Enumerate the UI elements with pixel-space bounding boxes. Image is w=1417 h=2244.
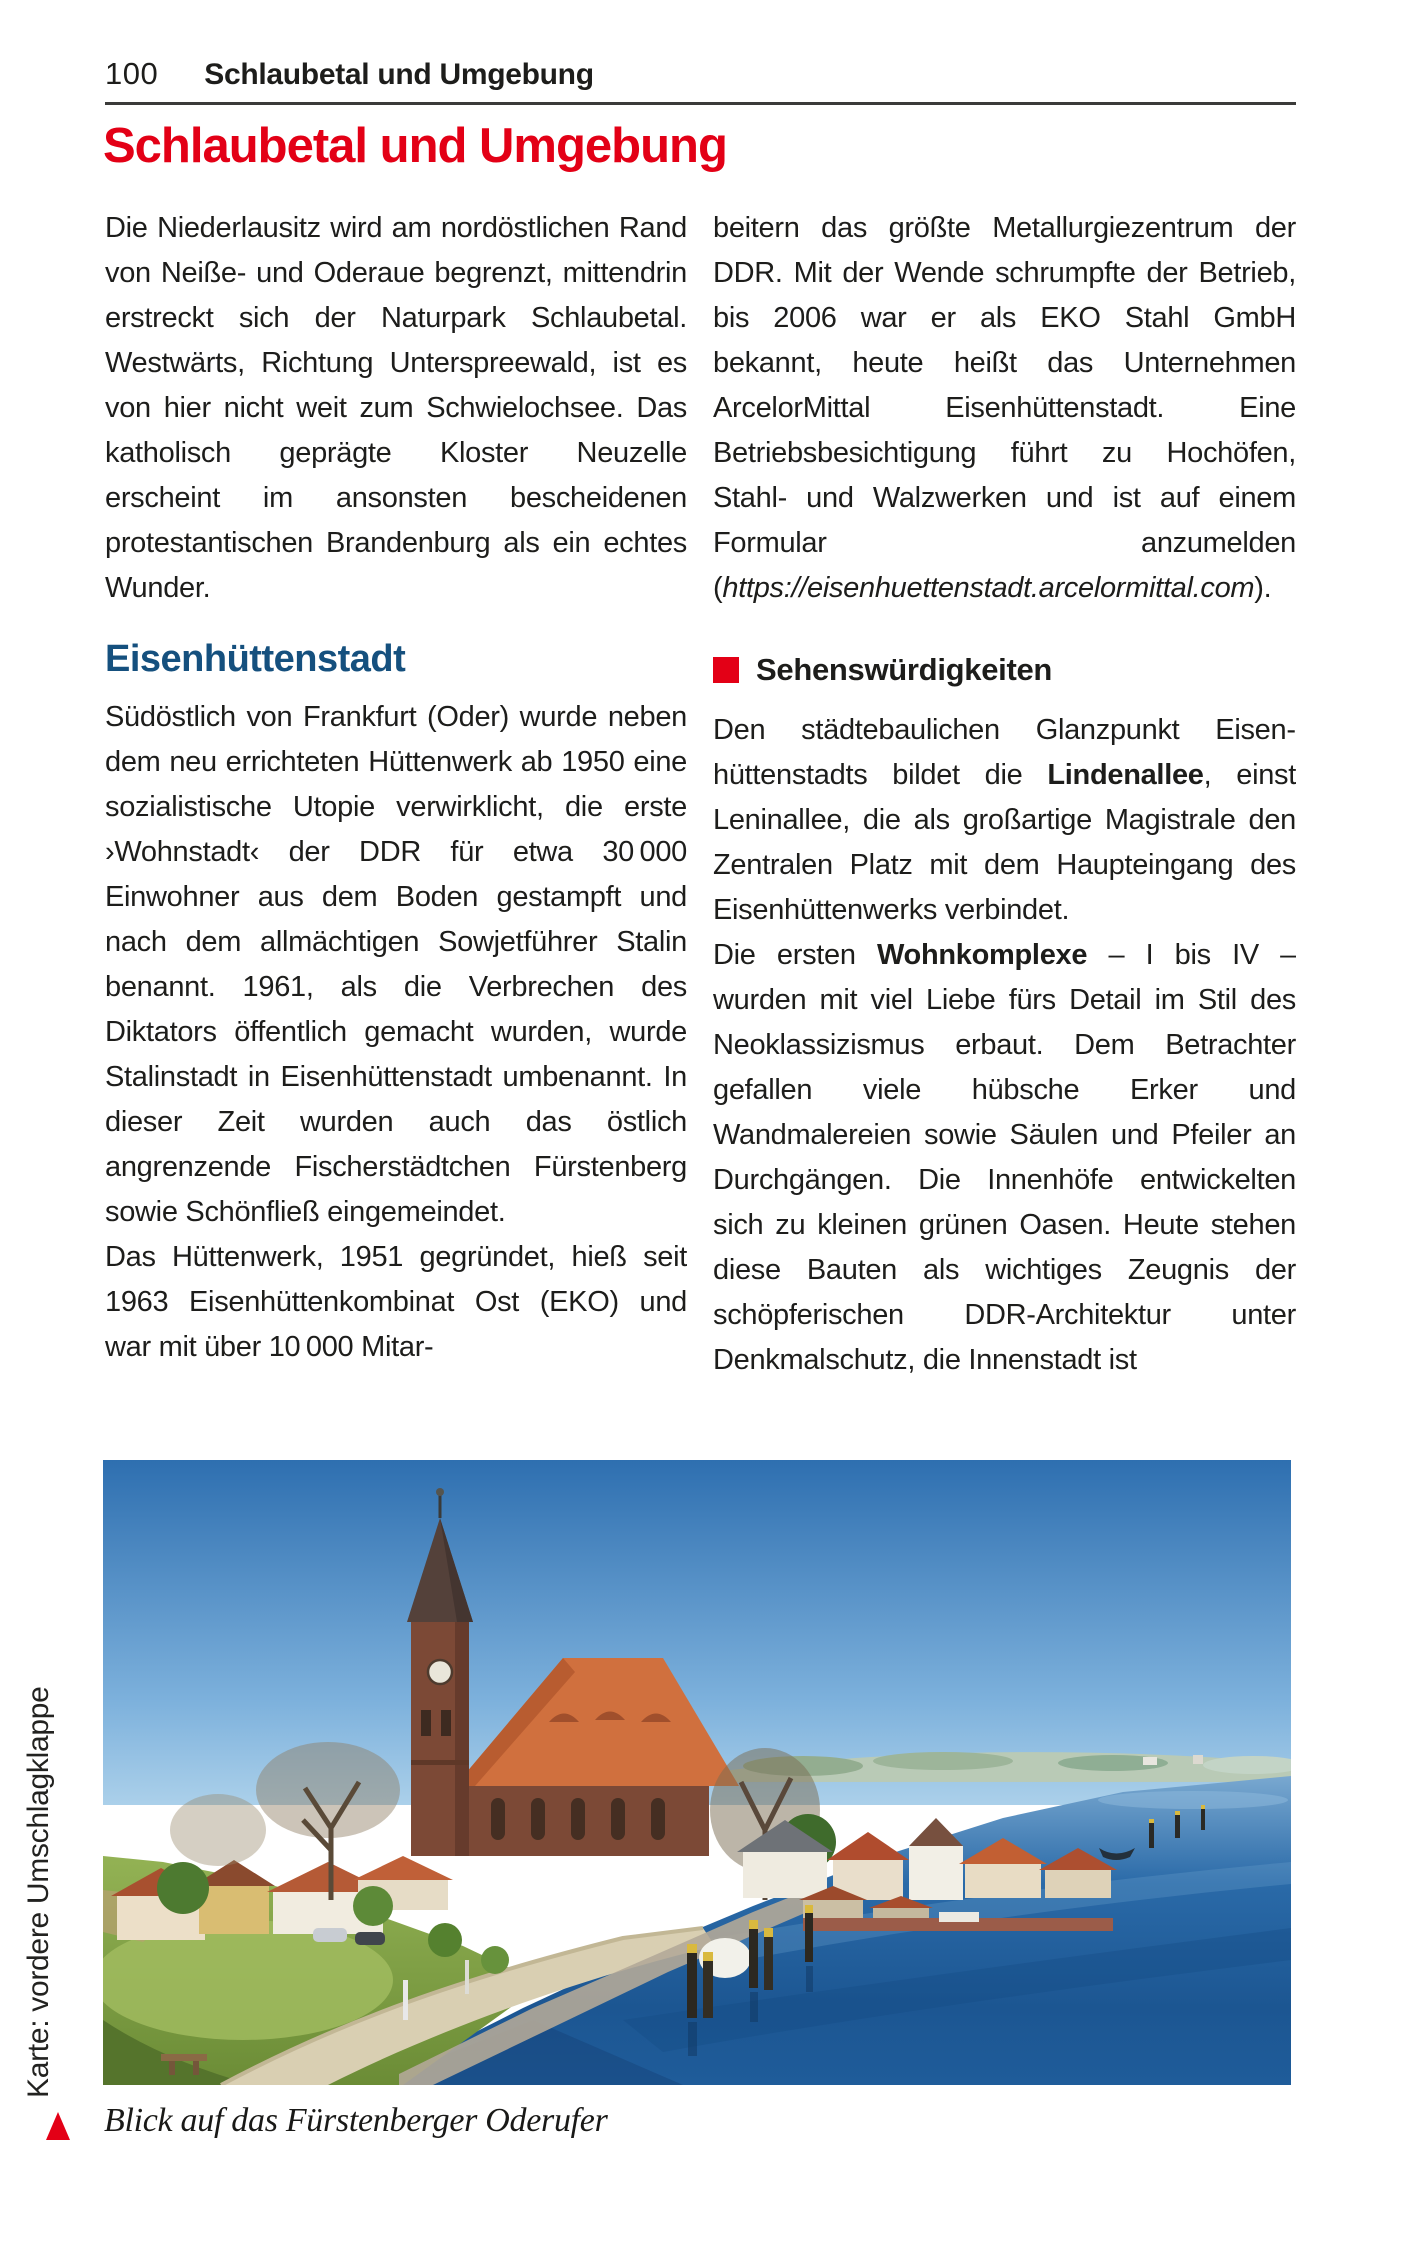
text-run: , einst Leninallee, die als großartige Magistrale den Zentralen Platz mit dem Haupteingang des Eisenhüttenwerks verbindet. xyxy=(713,759,1296,926)
text-run: beitern das größte Metallurgiezentrum der DDR. Mit der Wende schrumpfte der Betrieb, bis 2006 war er als EKO Stahl GmbH bekannt, heute heißt das Unternehmen ArcelorMittal Eisenhüttenstadt. Eine Betriebsbesichtigung führt zu Hochöfen, Stahl- und Walzwerken und ist auf einem Formular anzumelden ( xyxy=(713,212,1296,604)
photo-illustration xyxy=(103,1460,1291,2085)
running-head-title: Schlaubetal und Umgebung xyxy=(204,58,594,91)
paragraph xyxy=(713,206,1296,611)
text-run: Die ersten xyxy=(713,939,877,971)
text-run: Das Hüttenwerk, 1951 gegründet, hieß seit 1963 Eisenhüttenkombinat Ost (EKO) und war mit über 10 000 Mitar- xyxy=(105,1241,687,1363)
column-left xyxy=(105,206,687,1370)
photo-caption: Blick auf das Fürstenberger Oderufer xyxy=(104,2102,608,2139)
page-number: 100 xyxy=(105,56,159,91)
section-heading: Eisenhüttenstadt xyxy=(105,638,406,680)
bold-run: Lindenallee xyxy=(1047,759,1204,791)
italic-run: https://eisenhuettenstadt.arcelormittal.com xyxy=(722,572,1255,604)
margin-note-vertical: Karte: vordere Umschlagklappe xyxy=(22,1686,55,2098)
text-run: Südöstlich von Frankfurt (Oder) wurde neben dem neu errichteten Hüttenwerk ab 1950 eine sozialistische Utopie verwirklicht, die erste ›Wohnstadt‹ der DDR für etwa 30 000 Einwohner aus dem Boden gestampft und nach dem allmächtigen Sowjetführer Stalin benannt. 1961, als die Verbrechen des Diktators öffentlich gemacht wurden, wurde Stalinstadt in Eisenhüttenstadt umbenannt. In dieser Zeit wurden auch das östlich angrenzende Fischerstädtchen Fürstenberg sowie Schönfließ eingemeindet. xyxy=(105,701,687,1228)
text-run: Den städtebaulichen Glanzpunkt Eisenhüttenstadts bildet die xyxy=(713,714,1296,791)
paragraph xyxy=(105,206,687,611)
riverside-photo xyxy=(103,1460,1291,2085)
bold-run: Wohnkomplexe xyxy=(877,939,1088,971)
red-square-bullet xyxy=(713,657,739,683)
column-right xyxy=(713,206,1296,1383)
paragraph xyxy=(713,933,1296,1383)
paragraph xyxy=(713,708,1296,933)
text-run: – I bis IV – wurden mit viel Liebe fürs Detail im Stil des Neoklassizismus erbaut. Dem Betrachter gefallen viele hübsche Erker und Wandmalereien sowie Säulen und Pfeiler an Durchgängen. Die Innenhöfe entwickelten sich zu kleinen grünen Oasen. Heute stehen diese Bauten als wichtiges Zeugnis der schöpferischen DDR-Architektur unter Denkmalschutz, die Innenstadt ist xyxy=(713,939,1296,1376)
paragraph xyxy=(105,1235,687,1370)
running-header xyxy=(105,56,1296,105)
subsection-heading xyxy=(713,647,1296,692)
chapter-title: Schlaubetal und Umgebung xyxy=(103,119,727,173)
caption-triangle-icon xyxy=(46,2112,70,2140)
text-run: Die Niederlausitz wird am nordöstlichen Rand von Neiße- und Oderaue begrenzt, mittendrin erstreckt sich der Naturpark Schlaubetal. Westwärts, Richtung Unterspreewald, ist es von hier nicht weit zum Schwielochsee. Das katholisch geprägte Kloster Neuzelle erscheint im ansonsten bescheidenen protestantischen Brandenburg als ein echtes Wunder. xyxy=(105,212,687,604)
paragraph xyxy=(105,695,687,1235)
subsection-heading-label: Sehenswürdigkeiten xyxy=(756,652,1053,687)
text-run: ). xyxy=(1254,572,1272,604)
